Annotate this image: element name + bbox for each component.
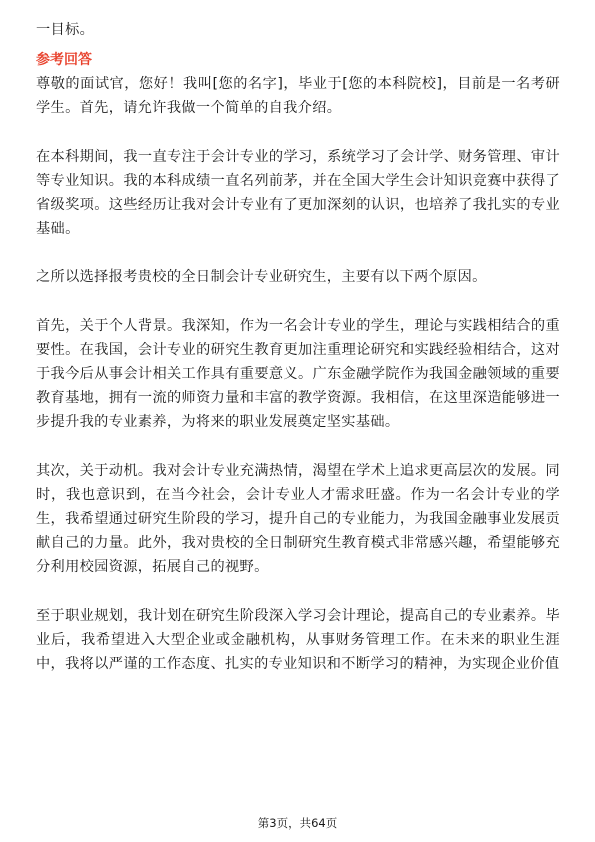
spacer	[36, 241, 560, 265]
paragraph-motivation: 其次，关于动机。我对会计专业充满热情，渴望在学术上追求更高层次的发展。同时，我也意识到，在当今社会，会计专业人才需求旺盛。作为一名会计专业的学生，我希望通过研究生阶段的学习，提升自己的专业能力，为我国金融事业发展贡献自己的力量。此外，我对贵校的全日制研究生教育模式非常感兴趣，希望能够充分利用校园资源，拓展自己的视野。	[36, 462, 560, 576]
spacer	[36, 290, 560, 314]
paragraph-intro: 尊敬的面试官，您好！我叫[您的名字]，毕业于[您的本科院校]，目前是一名考研学生。首先，请允许我做一个简单的自我介绍。	[36, 76, 560, 117]
paragraph-undergrad: 在本科期间，我一直专注于会计专业的学习，系统学习了会计学、财务管理、审计等专业知识。我的本科成绩一直名列前茅，并在全国大学生会计知识竞赛中获得了省级奖项。这些经历让我对会计专业有了更加深刻的认识，也培养了我扎实的专业基础。	[36, 148, 560, 238]
paragraph-reasons: 之所以选择报考贵校的全日制会计专业研究生，主要有以下两个原因。	[36, 269, 487, 286]
spacer	[36, 435, 560, 459]
spacer	[36, 580, 560, 604]
document-body	[36, 18, 560, 676]
answer-heading: 参考回答	[36, 52, 92, 69]
page-indicator: 第3页，共64页	[257, 816, 338, 830]
paragraph-career: 至于职业规划，我计划在研究生阶段深入学习会计理论，提高自己的专业素养。毕业后，我希望进入大型企业或金融机构，从事财务管理工作。在未来的职业生涯中，我将以严谨的工作态度、扎实的专业知识和不断学习的精神，为实现企业价值	[36, 607, 560, 673]
lead-line: 一目标。	[36, 22, 95, 38]
spacer	[36, 121, 560, 145]
page-footer	[0, 815, 595, 831]
paragraph-background: 首先，关于个人背景。我深知，作为一名会计专业的学生，理论与实践相结合的重要性。在我国，会计专业的研究生教育更加注重理论研究和实践经验相结合，这对于我今后从事会计相关工作具有重要意义。广东金融学院作为我国金融领域的重要教育基地，拥有一流的师资力量和丰富的教学资源。我相信，在这里深造能够进一步提升我的专业素养，为将来的职业发展奠定坚实基础。	[36, 317, 560, 431]
